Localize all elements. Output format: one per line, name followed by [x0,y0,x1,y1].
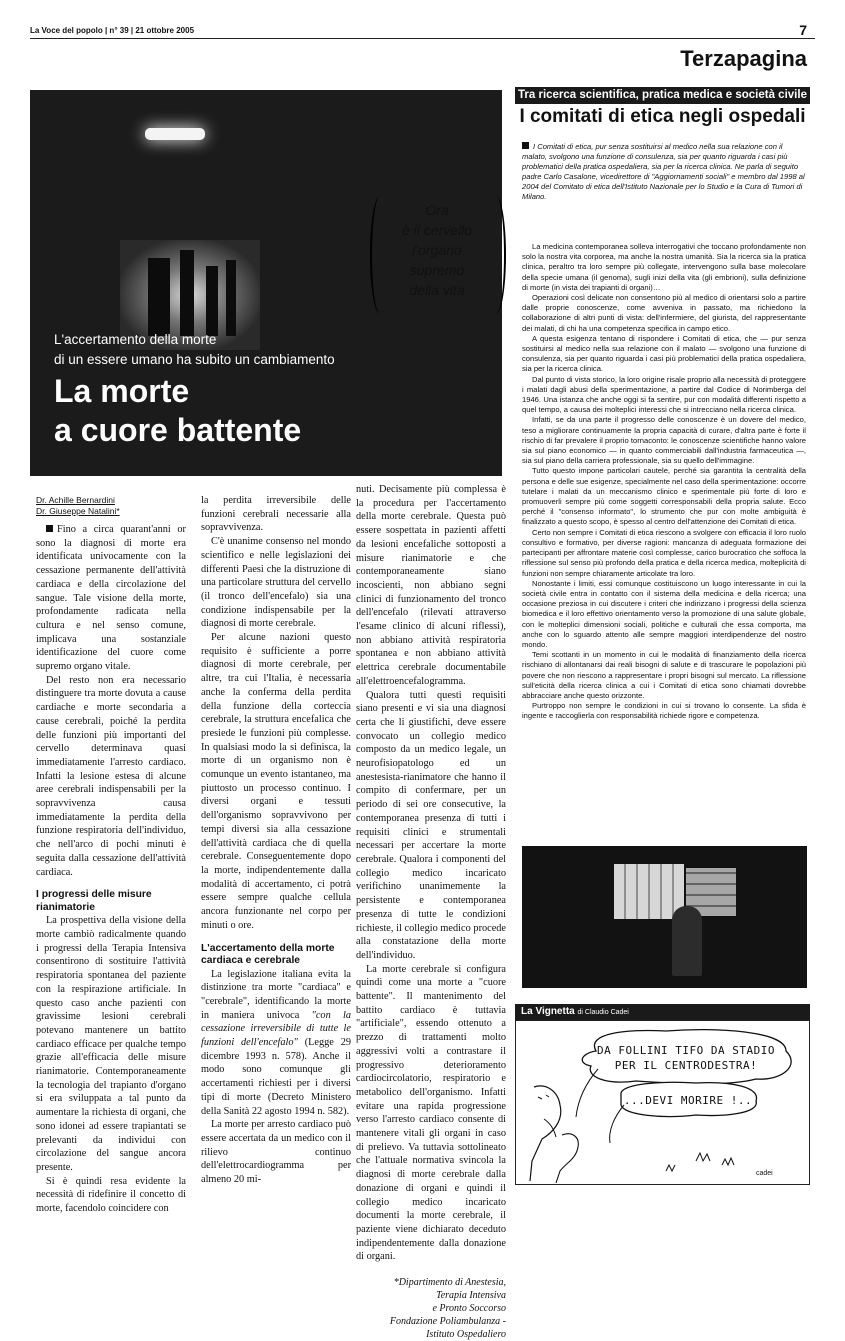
subheading: L'accertamento della morte cardiaca e cerebrale [201,942,335,966]
paragraph: Operazioni così delicate non consentono più al medico di orientarsi solo a partire dalle proprie conoscenze, come avveniva in passato, ma richiedono la collaborazione di altri punti di vista: dell'infermiere, del giurista, del rappresentante dei malati, di chi ha una competenza specifica in campo etico. [522,293,806,333]
paragraph: C'è unanime consenso nel mondo scientifico e nelle legislazioni dei differenti Paesi che la distruzione di una particolare struttura del cervello (il tronco dell'encefalo) sia una condizione indispensabile per la diagnosi di morte cerebrale. [201,536,351,630]
bullet-square-icon [46,525,53,532]
headline-line: a cuore battente [54,412,302,448]
paragraph: Per alcune nazioni questo requisito è sufficiente a porre diagnosi di morte cerebrale, per altre, tra cui l'Italia, è necessaria anche la conferma della perdita della funzione della corteccia cerebrale, la struttura encefalica che presiede le funzioni più complesse. In qualsiasi modo la si definisca, la morte di un organismo non è comunque un evento istantaneo, ma piuttosto un processo continuo. I diversi organi e tessuti dell'organismo sopravvivono per tempi diversi sia alla cessazione dell'attività cardiaca che di quella cerebrale. Conseguentemente dopo la morte, indipendentemente dalla modalità di accertamento, ci potrà essere sempre qualche cellula ancora funzionante nel corpo per minuti o ore. [201,632,351,931]
paragraph: Si è quindi resa evidente la necessità di ridefinire il concetto di morte, facendolo coincidere con [36,1175,186,1215]
paragraph: la perdita irreversibile delle funzioni cerebrali necessarie alla sopravvivenza. [201,495,351,534]
paragraph: Infatti, se da una parte il progresso delle conoscenze è un dovere del medico, teso a migliorare continuamente la propria capacità di curare, d'altra parte è forte il rischio di far prevalere il proprio tornaconto: le conoscenze scientifiche hanno valore sia sul piano economico — in quanto commerciabili dall'industria farmaceutica —, sia sul piano della carriera professionale, sia su quello dell'immagine. [522,415,806,466]
paragraph: Dal punto di vista storico, la loro origine risale proprio alla necessità di proteggere i malati dagli abusi della sperimentazione, a partire dal Codice di Norimberga del 1946. Una istanza che anche oggi si fa sentire, pur con modalità differenti rispetto a quel tempo, a causa dei molteplici interessi che si intrecciano nella ricerca clinica. [522,374,806,415]
speech-bubble-tail [610,1105,624,1143]
paragraph: Tutto questo impone particolari cautele, perché sia garantita la centralità della persona e delle sue esigenze, specialmente nel caso della sperimentazione: occorre tutelare i malati da un meccanismo clinico e sperimentale più forte di loro e promuoverli sempre più come soggetti corresponsabili della propria salute. Ecco perché il "consenso informato", lo strumento che pur con molte ambiguità è finalizzato a questo scopo, è spesso al centro dell'attenzione dei Comitati di etica. [522,466,806,527]
cartoon [515,1020,810,1185]
paragraph-text: La legislazione italiana evita la distinzione tra morte "cardiaca" e "cerebrale", identificando la morte in maniera univoca [201,968,351,1021]
pull-quote-line: della vita [409,282,465,298]
article-title: I comitati di etica negli ospedali [519,106,806,127]
byline [36,495,186,517]
headline [54,372,484,450]
paragraph-text: (Legge 29 dicembre 1993 n. 578). Anche il modo sono comunque gli accertamenti richiesti per i diversi tipi di morte (Decreto Ministero della Sanità 22 agosto 1994 n. 582). [201,1037,351,1117]
hero-kicker-line: di un essere umano ha subito un cambiamento [54,352,335,367]
pull-quote [378,200,496,300]
pull-quote-line: l'organo [412,242,462,258]
silhouette [206,266,218,336]
silhouette [226,260,236,336]
brain-scan-photo [522,846,807,988]
cartoon-character [530,1086,561,1181]
cartoon-drawing [516,1021,809,1184]
lead-text: I Comitati di etica, pur senza sostituirsi al medico nella sua relazione con il malato, svolgono una funzione di consulenza, sia per quanto riguarda i casi più problematici della pratica ospedaliera, sia per la ricerca clinica. Ne parla di seguito padre Carlo Casalone, vicedirettore di "Aggiornamenti sociali" e membro dal 1998 al 2004 del Comitato di etica dell'Istituto Nazionale per lo Studio e la Cura di Tumori di Milano. [522,142,805,201]
paragraph: La prospettiva della visione della morte cambiò radicalmente quando i progressi della Terapia Intensiva consentirono di sostituire l'attività respiratoria spontanea del paziente con la respirazione artificiale. In questo caso anche pazienti con gravissime lesioni cerebrali potevano mantenere un battito cardiaco efficace per qualche tempo grazie all'efficacia delle misure rianimatorie. Contemporaneamente la tecnologia del trapianto d'organo si era sviluppata a tal punto da aumentare la richiesta di organi, che sono idonei ad essere trapiantati se prelevanti da individui con circolazione del sangue ancora presente. [36,915,186,1173]
article-column-3 [356,483,506,1341]
speech-bubble-text: ...DEVI MORIRE !.. [623,1094,753,1107]
subheading: I progressi delle misure rianimatorie [36,889,152,913]
affiliation-line: e Pronto Soccorso [432,1303,506,1315]
paragraph: La morte cerebrale si configura quindi come una morte a "cuore battente". Il mantenimento del battito cardiaco è tuttavia "artificiale", essendo ottenuto a prezzo di trattamenti molto aggressivi volti a contrastare il progressivo deterioramento cardiocircolatorio, respiratorio e metabolico dell'organismo. Infatti evitare una rapida progressione verso l'arresto cardiaco consente di mantenere vitali gli organi in caso di prelievo. Va tuttavia sottolineato che l'attuale normativa svincola la diagnosi di morte cerebrale dalla donazione di organi e quindi il collegio medico incaricato documenti la morte cerebrale, il paziente viene dichiarato deceduto indipendentemente dalla donazione di organi. [356,963,506,1263]
paragraph: Del resto non era necessario distinguere tra morte dovuta a cause cardiache e morte secondaria a cause cerebrali, poiché la perdita delle funzioni più importanti del cervello determinava quasi immediatamente l'arresto cardiaco. Infatti la lesione estesa di alcune aree cerebrali indispensabili per la sopravvivenza causa immediatamente la perdita della funzione respiratoria dell'individuo, che nell'arco di pochi minuti è seguita dalla cessazione dell'attività cardiaca. [36,674,186,878]
speech-bubble-line: PER IL CENTRODESTRA! [614,1059,758,1072]
pull-quote-line: supremo [409,262,465,278]
silhouette [180,250,194,336]
law-quote: "con la cessazione irreversibile di tutte le funzioni dell'encefalo" [201,1009,351,1049]
hero-kicker-line: L'accertamento della morte [54,332,217,347]
affiliation-line: Fondazione Poliambulanza - [389,1316,506,1328]
affiliation-line: *Dipartimento di Anestesia, [393,1277,506,1289]
silhouette [148,258,170,336]
paragraph: Qualora tutti questi requisiti siano presenti e vi sia una diagnosi certa che li giustifichi, deve essere convocato un collegio medico composto da un medico legale, un neurofisiopatologo ed un anestesista-rianimatore che hanno il compito di confermare, per un periodo di sei ore consecutive, la contemporanea presenza di tutti i requisiti clinici e strumentali necessari per accertare la morte cerebrale. Qualora i componenti del collegio medico incaricato verifichino unanimemente la persistente e contemporanea presenza di tutte le condizioni richieste, il collegio medico procede alla constatazione della morte dell'individuo. [356,689,506,961]
paragraph: Certo non sempre i Comitati di etica riescono a svolgere con efficacia il loro ruolo consultivo e formativo, per diverse ragioni: mancanza di adeguata formazione dei partecipanti per affrontare materie così complesse, carico burocratico che soffoca la riflessione sul senso più profondo della pratica e della ricerca medica, molteplicità di funzioni non sempre chiaramente articolate tra loro. [522,527,806,578]
hero-kicker [54,330,484,370]
article-column-1 [36,495,186,1216]
paragraph: Temi scottanti in un momento in cui le modalità di finanziamento della ricerca rischiano di allontanarsi dai reali bisogni di salute e di trascurare le popolazioni più povere che non riescono a rappresentare i propri bisogni sul mercato. La riflessione sull'eticità della ricerca clinica a cui i Comitati di etica sono chiamati dovrebbe abbracciare anche questo orizzonte. [522,650,806,700]
ceiling-light [145,128,205,140]
paragraph: Nonostante i limiti, essi comunque costituiscono un luogo interessante in cui la società civile entra in contatto con il sistema della medicina e della ricerca; una occasione preziosa in cui discutere i criteri che indirizzano i progressi della scienza biomedica e il loro effettivo orientamento verso la promozione di una salute globale, con le molteplici dimensioni sociali, politiche e culturali che essa comporta, ma anche con lo sguardo attento alle sempre maggiori interdipendenze del nostro mondo. [522,578,806,649]
article-body [522,242,806,722]
cartoon-character [538,1095,549,1099]
article-lead [522,142,806,202]
cartoon-header [515,1004,810,1020]
scan-lightbox [614,864,684,919]
affiliation-line: Istituto Ospedaliero [426,1329,506,1341]
article-column-2 [201,494,351,1187]
grass [666,1153,734,1171]
affiliation-line: Terapia Intensiva [436,1290,506,1302]
paragraph: A questa esigenza tentano di rispondere i Comitati di etica, che — pur senza sostituirsi al medico nella sua relazione con il malato — svolgono una funzione di consulenza, sia per quanto riguarda i casi più problematici della pratica ospedaliera, sia per la ricerca clinica. [522,333,806,374]
section-title: Terzapagina [680,46,807,71]
pull-quote-line: Ora [425,202,449,218]
paragraph: Fino a circa quarant'anni or sono la diagnosi di morte era identificata univocamente con la cessazione permanente dell'attività cardiaca e della circolazione del sangue. Tale visione della morte, profondamente radicata nella cultura e nel senso comune, implicava una sostanziale identificazione del cuore come supremo organo vitale. [36,524,186,673]
headline-line: La morte [54,373,190,409]
bullet-square-icon [522,142,529,149]
page-number: 7 [799,22,807,38]
masthead-info: La Voce del popolo | n° 39 | 21 ottobre 2005 [30,26,195,35]
doctor-silhouette [672,906,702,976]
author-name: Dr. Giuseppe Natalini* [36,506,120,516]
author-affiliation [356,1276,506,1341]
paragraph: La medicina contemporanea solleva interrogativi che toccano profondamente non solo la nostra vita corporea, ma anche la nostra umanità. Sia la ricerca sia la pratica clinica, peraltro tra loro sempre più collegate, intervengono sulla base molecolare della specie umana (il genoma), sugli inizi della vita (gli embrioni), sulla definizione di morte (in vista dei trapianti di organi)… [522,242,806,292]
cartoon-author: di Claudio Cadei [577,1009,629,1016]
article-banner: Tra ricerca scientifica, pratica medica e società civile [515,87,810,104]
pull-quote-line: è il cervello [401,222,473,238]
paragraph: La morte per arresto cardiaco può essere accertata da un medico con il rilievo continuo dell'elettrocardiogramma per almeno 20 mi- [201,1119,351,1186]
cartoon-title: La Vignetta [521,1006,575,1017]
author-name: Dr. Achille Bernardini [36,495,115,505]
speech-bubble-line: DA FOLLINI TIFO DA STADIO [596,1044,776,1057]
cartoon-character [556,1134,578,1183]
paragraph: nuti. Decisamente più complessa è la procedura per l'accertamento della morte cerebrale. Questa può essere sospettata in pazienti affetti da lesioni encefaliche sottoposti a misure rianimatorie e che contemporaneamente siano incoscienti, non abbiano segni clinici di funzionamento del tronco dell'encefalo (rilevati attraverso l'esame clinico di alcuni riflessi), non abbiano attività respiratoria spontanea e non abbiano attività elettrica cerebrale documentabile all'elettroencefalogramma. [356,484,506,687]
cartoon-signature: cadei [756,1170,773,1177]
paragraph: Purtroppo non sempre le condizioni in cui si trovano lo consente. La sfida è ingente e raccoglierla con responsabilità richiede rigore e competenza. [522,701,806,721]
header-rule [30,38,815,39]
paragraph [201,968,351,1119]
